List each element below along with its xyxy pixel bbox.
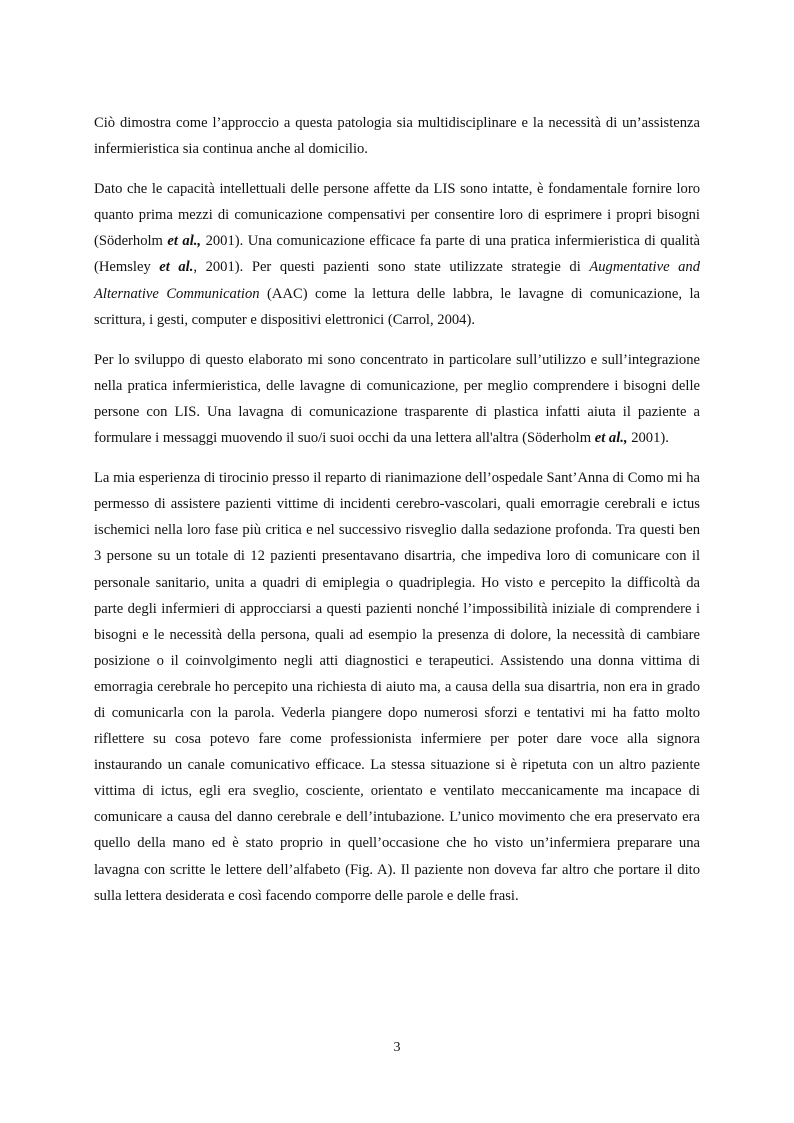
citation-et-al: et al. <box>159 259 194 276</box>
paragraph-1-text: Ciò dimostra come l’approccio a questa patologia sia multidisciplinare e la necessità di un’assistenza infermieristica sia continua anche al domicilio. <box>94 115 700 158</box>
paragraph-3-text: Per lo sviluppo di questo elaborato mi sono concentrato in particolare sull’utilizzo e sull’integrazione nella pratica infermieristica, delle lavagne di comunicazione, per meglio comprendere i bisogni delle persone con LIS. Una lavagna di comunicazione trasparente di plastica infatti aiuta il paziente a formulare i messaggi muovendo il suo/i suoi occhi da una lettera all'altra (Söderholm <box>94 351 700 447</box>
paragraph-4 <box>94 465 700 909</box>
paragraph-2-text: (AAC) come la lettura delle labbra, le lavagne di comunicazione, la scrittura, i gesti, computer e dispositivi elettronici (Carrol, 2004). <box>94 285 700 328</box>
paragraph-4-text: La mia esperienza di tirocinio presso il reparto di rianimazione dell’ospedale Sant’Anna di Como mi ha permesso di assistere pazienti vittime di incidenti cerebro-vascolari, quali emorragie cerebrali e ictus ischemici nella loro fase più critica e nel successivo risveglio dalla sedazione profonda. Tra questi ben 3 persone su un totale di 12 pazienti presentavano disartria, che impediva loro di comunicare con il personale sanitario, unita a quadri di emiplegia o quadriplegia. Ho visto e percepito la difficoltà da parte degli infermieri di approcciarsi a questi pazienti nonché l’impossibilità iniziale di comprendere i bisogni e le necessità della persona, quali ad esempio la presenza di dolore, la necessità di cambiare posizione o il coinvolgimento negli atti diagnostici e terapeutici. Assistendo una donna vittima di emorragia cerebrale ho percepito una richiesta di aiuto ma, a causa della sua disartria, non era in grado di comunicarla con la parola. Vederla piangere dopo numerosi sforzi e tentativi mi ha fatto molto riflettere su cosa potevo fare come professionista infermiere per poter dare voce alla signora instaurando un canale comunicativo efficace. La stessa situazione si è ripetuta con un altro paziente vittima di ictus, egli era sveglio, cosciente, orientato e ventilato meccanicamente ma incapace di comunicare a causa del danno cerebrale e dell’intubazione. L’unico movimento che era preservato era quello della mano ed è stato proprio in quell’occasione che ho visto un’infermiera preparare una lavagna con scritte le lettere dell’alfabeto (Fig. A). Il paziente non doveva far altro che portare il dito sulla lettera desiderata e così facendo comporre delle parole e delle frasi. <box>94 470 700 904</box>
paragraph-2 <box>94 176 700 333</box>
citation-et-al: et al., <box>594 430 628 447</box>
page-number: 3 <box>393 1040 401 1055</box>
citation-et-al: et al., <box>167 233 202 250</box>
term-aac: Augmentative and Alternative Communication <box>94 259 701 302</box>
paragraph-3-text: 2001). <box>627 430 669 447</box>
paragraph-2-text: , 2001). Per questi pazienti sono state utilizzate strategie di <box>193 259 590 276</box>
document-page <box>94 110 700 923</box>
paragraph-2-text: Dato che le capacità intellettuali delle persone affette da LIS sono intatte, è fondamentale fornire loro quanto prima mezzi di comunicazione compensativi per consentire loro di esprimere i propri bisogni (Söderholm <box>94 181 700 250</box>
paragraph-2-text: 2001). Una comunicazione efficace fa parte di una pratica infermieristica di qualità (Hemsley <box>94 233 700 276</box>
paragraph-1 <box>94 110 700 162</box>
paragraph-3 <box>94 347 700 451</box>
